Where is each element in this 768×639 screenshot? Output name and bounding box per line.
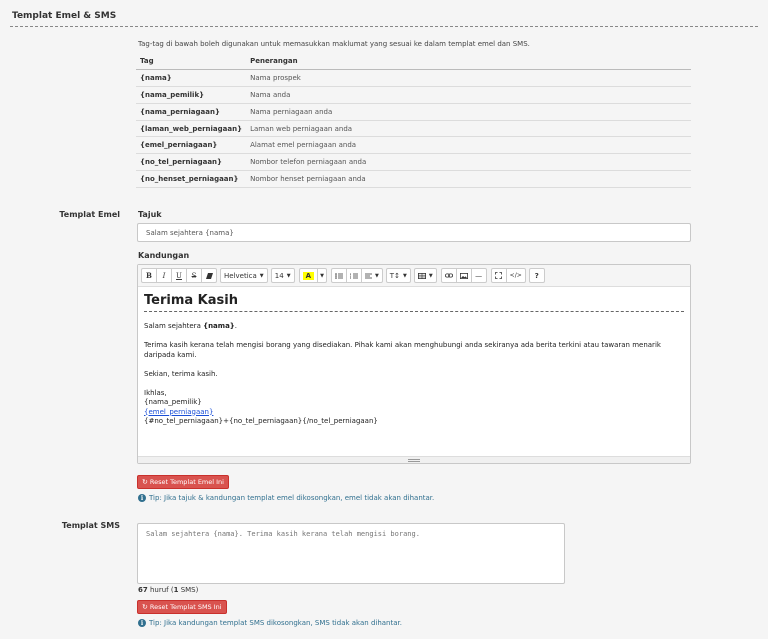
font-family-value: Helvetica [224,271,257,280]
description-cell: Nama anda [246,87,691,104]
body-paragraph: Terima kasih kerana telah mengisi borang yang disediakan. Pihak kami akan menghubungi anda sekiranya ada berita terkini atau tawaran menarik daripada kami. [144,341,661,359]
email-template-label: Templat Emel [59,210,120,219]
subject-input[interactable] [137,223,691,242]
sms-count-number: 67 [138,586,148,594]
eraser-icon [206,273,213,279]
table-row [136,103,691,120]
tag-cell: {nama_perniagaan} [136,103,246,120]
font-size-value: 14 [274,271,284,280]
table-row [136,171,691,188]
eraser-button[interactable] [201,268,217,283]
strikethrough-button[interactable]: S [186,268,202,283]
sms-character-count [138,586,198,594]
align-icon [365,273,372,279]
greeting-text: Salam sejahtera [144,322,204,330]
caret-down-icon: ▼ [428,272,433,279]
table-row [136,120,691,137]
subject-label: Tajuk [138,210,162,219]
reset-sms-label: Reset Templat SMS Ini [149,603,222,611]
italic-button[interactable]: I [156,268,172,283]
reset-sms-template-button[interactable] [137,600,227,614]
caret-down-icon: ▼ [259,272,264,279]
font-family-dropdown[interactable] [220,268,268,283]
info-icon: i [138,619,146,627]
caret-down-icon: ▼ [286,272,291,279]
closing-line: Sekian, terima kasih. [144,369,218,378]
horizontal-rule-button[interactable]: — [471,268,487,283]
fullscreen-button[interactable] [491,268,507,283]
greeting-tag: {nama} [203,322,235,330]
section-title: Templat Emel & SMS [12,11,117,21]
sign-off-line: Ikhlas, [144,388,167,397]
color-button[interactable] [299,268,318,283]
description-column-header: Penerangan [246,53,691,70]
sign-phone: {#no_tel_perniagaan}+{no_tel_perniagaan}{/no_tel_perniagaan} [144,417,378,425]
tag-column-header: Tag [136,53,246,70]
fullscreen-icon [495,272,502,279]
info-icon: i [138,494,146,502]
description-cell: Nombor henset perniagaan anda [246,171,691,188]
paragraph-align-dropdown[interactable] [361,268,383,283]
reset-email-template-button[interactable] [137,475,229,489]
sign-email-link[interactable]: {emel_perniagaan} [144,407,214,416]
greeting-line [144,322,684,332]
sms-count-suffix: SMS) [178,586,199,594]
table-icon [418,273,426,279]
editor-resize-handle[interactable] [138,456,690,463]
line-height-icon: T↕ [389,271,400,280]
email-tip [138,494,434,502]
tag-intro-text: Tag-tag di bawah boleh digunakan untuk memasukkan maklumat yang sesuai ke dalam templat emel dan SMS. [138,40,530,48]
table-row [136,137,691,154]
tag-table [136,53,691,188]
help-button[interactable]: ? [529,268,545,283]
table-row [136,70,691,87]
email-tip-text: Tip: Jika tajuk & kandungan templat emel dikosongkan, emel tidak akan dihantar. [149,494,435,502]
sms-textarea[interactable] [137,523,565,584]
sign-name: {nama_pemilik} [144,398,202,406]
table-row [136,87,691,104]
description-cell: Nama prospek [246,70,691,87]
sms-template-label: Templat SMS [61,521,120,530]
tag-cell: {laman_web_perniagaan} [136,120,246,137]
email-heading: Terima Kasih [144,292,684,312]
link-icon [445,273,453,278]
description-cell: Alamat emel perniagaan anda [246,137,691,154]
text-color-icon: A [303,272,314,280]
caret-down-icon: ▼ [320,272,324,279]
caret-down-icon: ▼ [402,272,407,279]
tag-cell: {nama_pemilik} [136,87,246,104]
picture-button[interactable] [456,268,472,283]
caret-down-icon: ▼ [374,272,379,279]
sms-count-word: huruf ( [147,586,174,594]
underline-button[interactable]: U [171,268,187,283]
content-label: Kandungan [138,251,190,260]
unordered-list-button[interactable] [331,268,347,283]
description-cell: Laman web perniagaan anda [246,120,691,137]
refresh-icon: ↻ [142,478,148,486]
ordered-list-button[interactable] [346,268,362,283]
refresh-icon: ↻ [142,603,148,611]
link-button[interactable] [441,268,457,283]
greeting-suffix: . [234,322,238,330]
sms-tip [138,619,402,627]
color-dropdown[interactable] [317,268,327,283]
bold-button[interactable]: B [141,268,157,283]
description-cell: Nama perniagaan anda [246,103,691,120]
unordered-list-icon [335,273,343,279]
tag-cell: {emel_perniagaan} [136,137,246,154]
rich-text-editor[interactable] [137,264,691,464]
tag-table-header [136,53,691,70]
section-divider [10,26,758,27]
editor-toolbar [138,265,690,287]
sms-count-sms: 1 [173,586,179,594]
table-row [136,154,691,171]
ordered-list-icon [350,273,358,279]
tag-cell: {nama} [136,70,246,87]
picture-icon [460,273,468,279]
editor-content[interactable] [138,287,690,432]
font-size-dropdown[interactable] [271,268,295,283]
tag-cell: {no_tel_perniagaan} [136,154,246,171]
sms-tip-text: Tip: Jika kandungan templat SMS dikosongkan, SMS tidak akan dihantar. [149,619,402,627]
table-dropdown[interactable] [414,268,437,283]
code-view-button[interactable]: </> [506,268,526,283]
line-height-dropdown[interactable] [386,268,411,283]
tag-cell: {no_henset_perniagaan} [136,171,246,188]
description-cell: Nombor telefon perniagaan anda [246,154,691,171]
reset-email-label: Reset Templat Emel Ini [149,478,224,486]
